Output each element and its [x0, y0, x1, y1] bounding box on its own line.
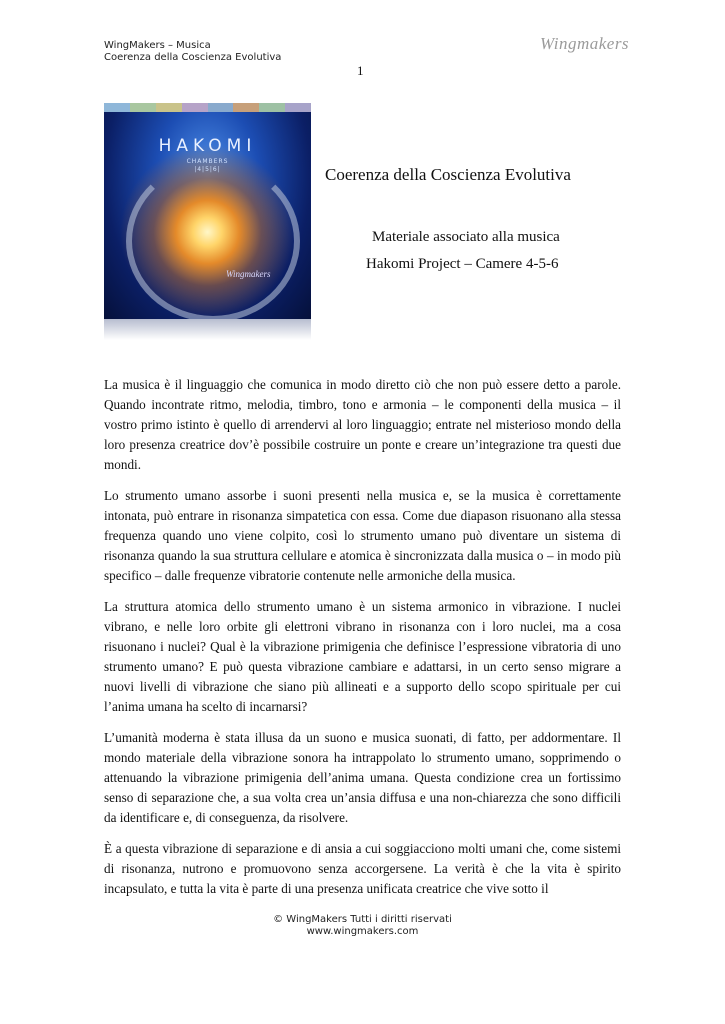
- footer-copyright: © WingMakers Tutti i diritti riservati: [273, 914, 452, 925]
- document-subtitle-2: Hakomi Project – Camere 4-5-6: [366, 256, 559, 272]
- cover-ring-shape: [126, 160, 300, 319]
- page-number: 1: [357, 63, 364, 78]
- cover-strip-swatch: [104, 103, 130, 112]
- paragraph: È a questa vibrazione di separazione e di ansia a cui soggiacciono molti umani che, come sistemi di risonanza, nutrono e promuovono senza accorgersene. La verità è che la vita è spirito incapsulato, e tutta la vita è parte di una presenza unificata creatrice che vive sotto il: [104, 841, 621, 896]
- cover-title: HAKOMI: [158, 136, 257, 156]
- cover-subtitle-line-1: CHAMBERS: [186, 158, 229, 165]
- cover-color-strip: [104, 103, 311, 112]
- cover-strip-swatch: [233, 103, 259, 112]
- cover-strip-swatch: [182, 103, 208, 112]
- document-title: Coerenza della Coscienza Evolutiva: [325, 165, 571, 184]
- footer-website: www.wingmakers.com: [306, 926, 419, 937]
- cover-subtitle-line-2: |4|5|6|: [194, 166, 221, 173]
- cover-strip-swatch: [156, 103, 182, 112]
- cover-brand: Wingmakers: [226, 269, 271, 279]
- header-line-2: Coerenza della Coscienza Evolutiva: [104, 52, 282, 63]
- document-subtitle-1: Materiale associato alla musica: [372, 229, 560, 245]
- cover-reflection: [104, 319, 311, 340]
- paragraph: La musica è il linguaggio che comunica in modo diretto ciò che non può essere detto a parole. Quando incontrate ritmo, melodia, timbro, tono e armonia – le componenti della musica – il vostro primo istinto è quello di arrendervi al loro linguaggio; entrate nel misterioso mondo della loro presenza creatrice dov’è possibile costruire un ponte e creare un’integrazione tra questi due mondi.: [104, 377, 621, 472]
- header-line-1: WingMakers – Musica: [104, 40, 211, 51]
- cover-subtitle: [104, 158, 311, 174]
- album-cover-image: [104, 103, 311, 340]
- wingmakers-logo: Wingmakers: [540, 34, 630, 53]
- running-header: [104, 40, 281, 64]
- paragraph: La struttura atomica dello strumento umano è un sistema armonico in vibrazione. I nuclei vibrano, e nelle loro orbite gli elettroni vibrano in risonanza con i loro nuclei, ma a cosa risuonano i nuclei? Qual è la vibrazione primigenia che definisce l’espressione vibratoria di uno strumento umano? E può questa vibrazione cambiare e adattarsi, in un certo senso migrare a nuovi livelli di vibrazione che siano più allineati e a supporto dello scopo spirituale per cui l’anima umana ha scelto di incarnarsi?: [104, 599, 621, 714]
- cover-strip-swatch: [259, 103, 285, 112]
- cover-strip-swatch: [130, 103, 156, 112]
- page-footer: [0, 914, 725, 938]
- paragraph: L’umanità moderna è stata illusa da un suono e musica suonati, di fatto, per addormentare. Il mondo materiale della vibrazione sonora ha intrappolato lo strumento umano, sopprimendo o attenuando la vibrazione primigenia dell’anima umana. Questa condizione crea un fortissimo senso di separazione che, a sua volta crea un’ansia diffusa e una non-chiarezza che sono difficili da identificare e, di conseguenza, da risolvere.: [104, 730, 621, 825]
- body-text: [104, 375, 621, 910]
- cover-strip-swatch: [285, 103, 311, 112]
- paragraph: Lo strumento umano assorbe i suoni presenti nella musica e, se la musica è correttamente intonata, può entrare in risonanza simpatetica con essa. Come due diapason risuonano alla stessa frequenza quando uno viene colpito, così lo strumento umano può diventare un sistema di risonanza quando la sua struttura cellulare e atomica è sincronizzata dalla musica o – in modo più specifico – dalle frequenze vibratorie contenute nelle armoniche della musica.: [104, 488, 621, 583]
- cover-artwork: [104, 112, 311, 319]
- cover-strip-swatch: [208, 103, 234, 112]
